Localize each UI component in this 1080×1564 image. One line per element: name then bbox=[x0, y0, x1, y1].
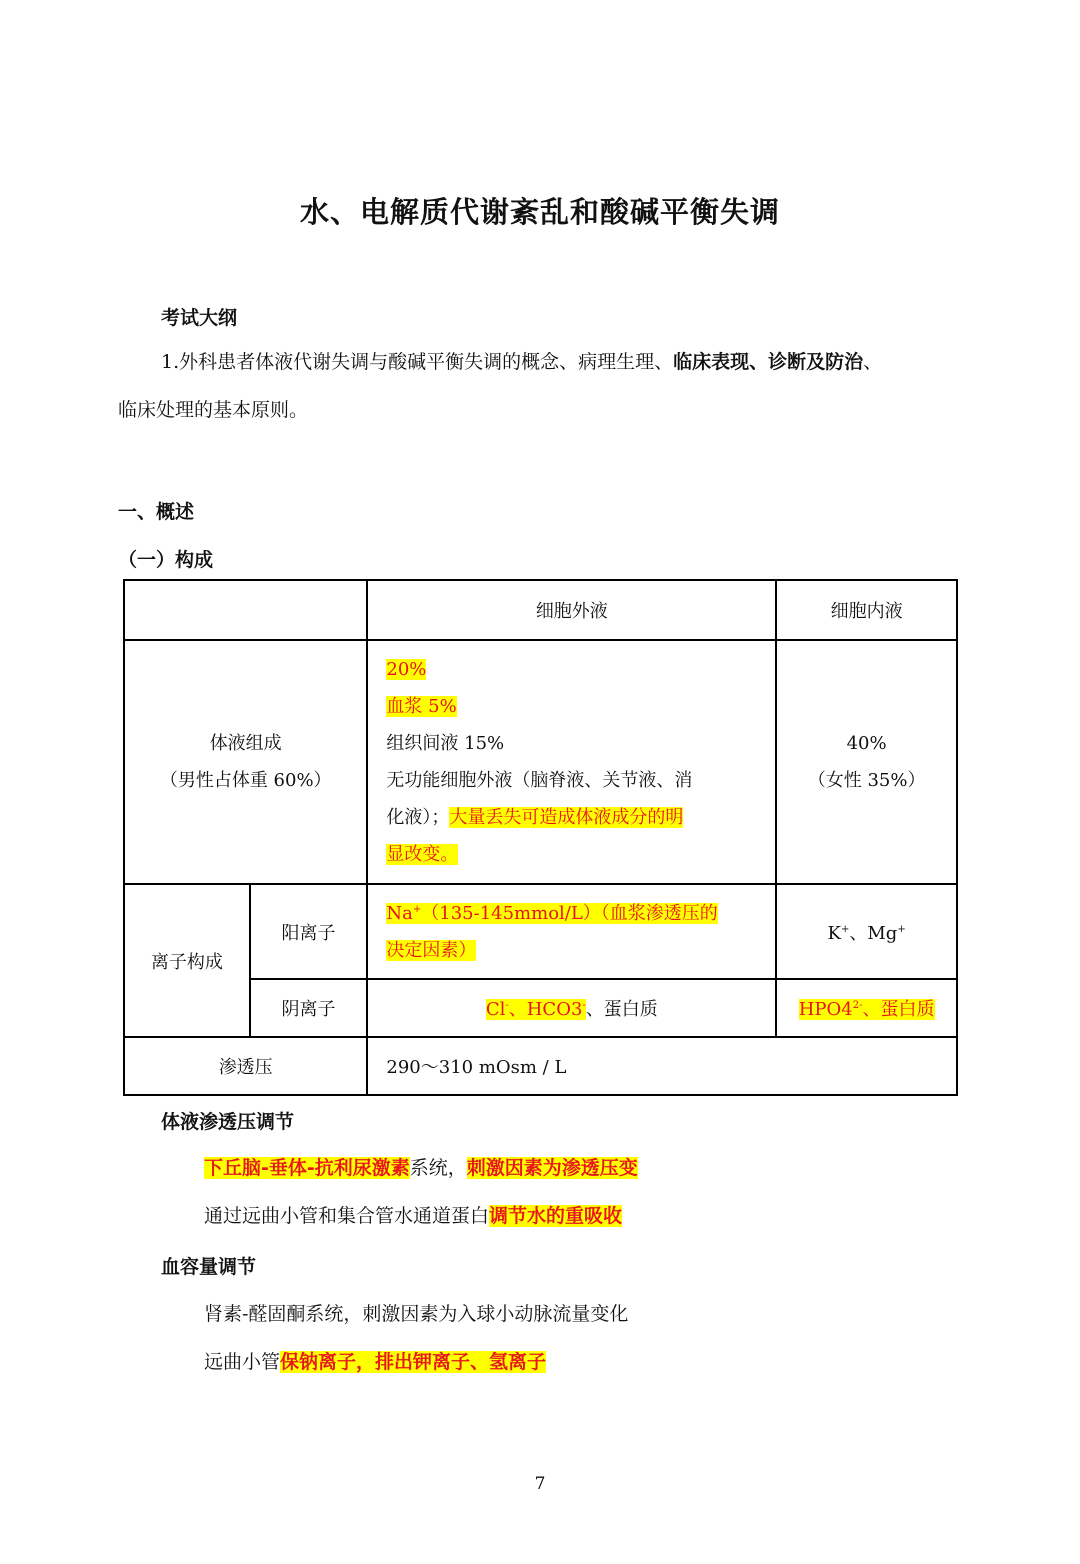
anion-cl: Cl bbox=[485, 999, 506, 1020]
cation-na: Na bbox=[386, 902, 413, 924]
volume-regulation-heading: 血容量调节 bbox=[161, 1256, 257, 1278]
cation-mg: 、Mg bbox=[849, 922, 898, 944]
adh-system: 下丘脑-垂体-抗利尿激素 bbox=[204, 1157, 410, 1179]
table-row-osmolality bbox=[124, 1037, 957, 1095]
fluid-label: 体液组成 bbox=[209, 733, 282, 754]
fluid-label-note: （男性占体重 60%） bbox=[159, 770, 332, 791]
fluid-extracellular-cell bbox=[367, 640, 776, 884]
cation-mg-charge: + bbox=[897, 923, 906, 935]
cation-k-charge: + bbox=[840, 923, 850, 935]
table-row-fluid bbox=[124, 640, 957, 884]
cation-label: 阳离子 bbox=[250, 884, 368, 979]
fluid-intracellular-cell bbox=[776, 640, 957, 884]
plasma-percentage: 血浆 5% bbox=[386, 696, 457, 717]
page-title: 水、电解质代谢紊乱和酸碱平衡失调 bbox=[299, 195, 780, 229]
icf-female-note: （女性 35%） bbox=[807, 770, 926, 791]
header-intracellular: 细胞内液 bbox=[776, 580, 957, 640]
section-heading: 一、概述 bbox=[118, 501, 195, 523]
osm-value: 290～310 mOsm / L bbox=[367, 1037, 957, 1095]
header-extracellular: 细胞外液 bbox=[367, 580, 776, 640]
anion-hco3: 、HCO3 bbox=[508, 999, 583, 1020]
anion-label: 阴离子 bbox=[250, 979, 368, 1037]
outline-item-bold: 临床表现、诊断及防治 bbox=[673, 351, 864, 373]
cation-extracellular-cell bbox=[367, 884, 776, 979]
anion-intra-protein: 、蛋白质 bbox=[862, 999, 935, 1020]
distal-tubule: 远曲小管 bbox=[204, 1351, 281, 1373]
cation-intracellular-cell bbox=[776, 884, 957, 979]
adh-system-suffix: 系统， bbox=[409, 1157, 467, 1179]
table-corner-cell bbox=[124, 580, 367, 640]
anion-extracellular-cell bbox=[367, 979, 776, 1037]
aquaporin-note: 通过远曲小管和集合管水通道蛋白 bbox=[204, 1205, 490, 1227]
fluid-label-cell bbox=[124, 640, 367, 884]
anion-hco3-charge: - bbox=[582, 1000, 586, 1011]
anion-cl-charge: - bbox=[505, 1000, 509, 1011]
outline-heading: 考试大纲 bbox=[161, 307, 238, 329]
ecf-percentage: 20% bbox=[386, 659, 427, 680]
sodium-retention: 保钠离子，排出钾离子、氢离子 bbox=[280, 1351, 547, 1373]
outline-item-line2: 临床处理的基本原则。 bbox=[118, 399, 309, 421]
outline-item-suffix: 、 bbox=[863, 351, 883, 373]
anion-hpo4: HPO4 bbox=[798, 999, 853, 1020]
loss-note-end: 显改变。 bbox=[386, 844, 459, 865]
interstitial-fluid: 组织间液 15% bbox=[386, 733, 505, 754]
page-number: 7 bbox=[534, 1474, 546, 1494]
outline-item-prefix: 1.外科患者体液代谢失调与酸碱平衡失调的概念、病理生理、 bbox=[161, 351, 674, 373]
table-header-row bbox=[124, 580, 957, 640]
loss-note: 大量丢失可造成体液成分的明 bbox=[449, 807, 684, 828]
anion-intracellular-cell bbox=[776, 979, 957, 1037]
ion-label-cell: 离子构成 bbox=[124, 884, 250, 1037]
table-row-cation bbox=[124, 884, 957, 979]
anion-protein: 、蛋白质 bbox=[585, 999, 658, 1020]
cation-na-note: （135-145mmol/L）（血浆渗透压的 bbox=[421, 902, 718, 924]
cation-na-charge: + bbox=[412, 903, 422, 915]
nonfunctional-ecf-cont: 化液）； bbox=[386, 807, 450, 828]
body-fluid-table bbox=[123, 579, 958, 1096]
cation-k: K bbox=[827, 922, 841, 944]
nonfunctional-ecf: 无功能细胞外液（脑脊液、关节液、消 bbox=[386, 770, 693, 791]
volume-regulation-line2 bbox=[204, 1347, 546, 1374]
osm-regulation-heading: 体液渗透压调节 bbox=[161, 1111, 295, 1133]
subsection-heading: （一）构成 bbox=[118, 549, 214, 571]
osm-regulation-line2 bbox=[204, 1201, 622, 1228]
osm-regulation-line1 bbox=[204, 1153, 638, 1180]
adh-stimulus: 刺激因素为渗透压变 bbox=[466, 1157, 638, 1179]
volume-regulation-line1: 肾素-醛固酮系统，刺激因素为入球小动脉流量变化 bbox=[204, 1303, 629, 1325]
icf-percentage: 40% bbox=[846, 733, 887, 754]
table-row-anion bbox=[124, 979, 957, 1037]
cation-na-note-end: 决定因素） bbox=[386, 939, 477, 961]
anion-hpo4-charge: 2- bbox=[852, 1000, 863, 1011]
osm-label: 渗透压 bbox=[124, 1037, 367, 1095]
outline-item bbox=[118, 338, 978, 434]
water-reabsorption: 调节水的重吸收 bbox=[489, 1205, 623, 1227]
